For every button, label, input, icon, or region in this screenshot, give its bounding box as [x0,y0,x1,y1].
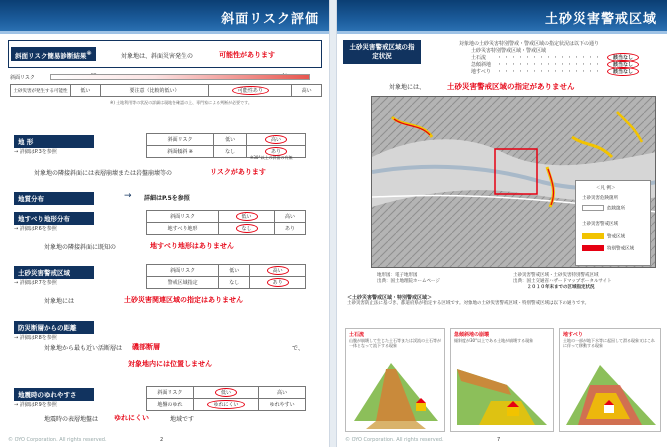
summary-result: 可能性があります [219,51,275,59]
section-label-warning-zone: 土砂災害警戒区域 [14,266,94,279]
section-link-warning-zone[interactable]: → 詳細はP.7を参照 [14,280,57,286]
page-number: 7 [497,437,501,443]
fault-result: 対象地内には位置しません [128,360,212,368]
illustration-steep-slope: 急傾斜地の崩壊 傾斜度が30°以上である土地が崩壊する現象 [450,328,554,432]
warning-zone-result: 土砂災害関連区域の指定はありません [124,296,243,304]
copyright: © OYO Corporation. All rights reserved. [8,437,107,443]
explain-body: 土砂災害防止法に基づき、都道府県が指定する区域です。対象地の土砂災害警戒区域・特別警戒区域は以下の通りです。 [347,301,590,306]
page-number: 2 [160,437,164,443]
section-link-geology[interactable]: 詳細はP.5を参照 [144,195,190,202]
ground-shaking-tail: 地域です [170,416,195,423]
section-link-fault[interactable]: → 詳細はP.8を参照 [14,335,57,341]
table-ground-shaking: 斜面リスク 低い 高い 地盤のゆれ ゆれにくい ゆれやすい [146,386,306,411]
table-topography: 斜面リスク 低い 高い 斜面傾斜 ※ なし あり [146,133,306,158]
page-title: 斜面リスク評価 [221,12,319,27]
source-right-3: ２０１０年末までの区域指定状況 [527,285,595,290]
map-legend: ＜凡 例＞ 土砂災害危険箇所 危険箇所 土砂災害警戒区域 警戒区域 特別警戒区域 [575,180,651,266]
summary-footnote: ※) 土地利用等の状況の詳細は現地を確認の上、専門家による判断が必要です。 [110,100,252,105]
status-value-debris-flow: 該当なし [607,53,639,62]
status-value-steep-slope: 該当なし [607,60,639,69]
section-label-fault: 防災断層からの距離 [14,321,94,334]
status-title: 対象地の土砂災害特別警戒・警戒区域の指定状況は以下の通り [459,41,600,47]
illustration-debris-flow: 土石流 山腹が崩壊して生じた土石等または渓流の土石等が一体となって流下する現象 [345,328,445,432]
explain-title: ＜土砂災害警戒区域・特別警戒区域＞ [347,295,433,301]
source-left-2: 出典：国土地理院ホームページ [377,279,440,284]
section-link-landslide[interactable]: → 詳細はP.6を参照 [14,226,57,232]
page-title-bar [337,0,667,34]
landslide-text: 対象地の隣接斜面に既知の [44,244,117,251]
summary-text: 対象地は、斜面災害発生の [121,53,194,60]
illustration-landslide: 地すべり 土地の一部が地下水等に起因して滑る現象又はこれに伴って移動する現象 [559,328,661,432]
fault-name: 磯部断層 [132,343,160,351]
topography-note: ※30°以上の斜面の有無 [250,155,293,160]
main-text: 対象地には、 [389,84,426,91]
ground-shaking-result: ゆれにくい [114,414,149,422]
section-label-topography: 地 形 [14,135,94,148]
source-left-1: 地形図：電子地形図 [377,273,418,278]
risk-scale-table: 土砂災害が発生する可能性 低い 要注意（比較的低い） 可能性あり 高い [10,84,322,97]
table-landslide: 斜面リスク 低い 高い 地すべり地形 なし あり [146,210,306,235]
status-subtitle: 土砂災害特別警戒区域・警戒区域 [471,48,547,54]
fault-unit: で、 [292,345,304,352]
section-label-landslide: 地すべり地形分布 [14,212,94,225]
report-page-sediment-disaster: 土砂災害警戒区域 土砂災害警戒区域の指定状況 対象地の土砂災害特別警戒・警戒区域の指定状況は以下の通り 土砂災害特別警戒区域・警戒区域 土石流 ・・・・・・・・・・・・・・・ 該当なし 急傾斜地 ・・・・・・・・・・・・・・・ 該当なし 地すべり ・・・・・・・・・・・・・・・ 該当なし 対象地には、 土砂災害警戒区域の指定がありません ＜凡 例＞ 土砂災害危険箇所 危険箇所 土砂災害警戒区域 警戒区域 特別警戒区域 地形図：電子地形図 出典：国土地理院ホームページ 土砂災害警戒区域・土砂災害特別警戒区域 出典：国土交通省ハザードマップポータルサイト ２０１０年末までの区域指定状況 ＜土砂災害警戒区域・特別警戒区域＞ 土砂災害防止法に基づき、都道府県が指定する区域です。対象地の土砂災害警戒区域・特別警戒区域は以下の通りです。 土石流 山腹が崩壊して生じた土石等または渓流の土石等が一体となって流下する現象 急傾斜地の崩壊 傾斜度が30°以上である土地が崩壊する現象 地すべり 土地の一部が地下水等に起因して滑る現象又はこれに伴って移動する現象 © OYO Corporation. All rights reserved. 7 [336,0,667,447]
main-result: 土砂災害警戒区域の指定がありません [447,82,575,91]
page-title: 土砂災害警戒区域 [544,12,657,27]
status-value-landslide: 該当なし [607,67,639,76]
section-label-ground-shaking: 地震時のゆれやすさ [14,388,94,401]
section-link-ground-shaking[interactable]: → 詳細はP.9を参照 [14,402,57,408]
section-link-topography[interactable]: → 詳細はP.3を参照 [14,149,57,155]
status-header-label: 土砂災害警戒区域の指定状況 [343,40,421,64]
summary-box [8,40,322,68]
table-warning-zone: 斜面リスク 低い 高い 警戒区域指定 なし あり [146,264,306,289]
source-right-2: 出典：国土交通省ハザードマップポータルサイト [513,279,612,284]
warning-zone-text: 対象地には [44,298,75,305]
page-title-bar [0,0,329,34]
fault-text: 対象地から最も近い活断層は [44,345,123,352]
report-page-slope-risk [0,0,330,447]
arrow-right-icon: → [124,191,132,201]
ground-shaking-text: 地震時の表層地盤は [44,416,99,423]
source-right-1: 土砂災害警戒区域・土砂災害特別警戒区域 [513,273,599,278]
risk-label: 斜面リスク [10,75,35,81]
section-label-geology: 地質分布 [14,192,94,205]
topography-result: リスクがあります [210,168,266,176]
copyright: © OYO Corporation. All rights reserved. [345,437,444,443]
landslide-result: 地すべり地形はありません [150,242,234,250]
topography-text: 対象地の隣接斜面には表層崩壊または岩盤崩壊等の [34,170,173,177]
risk-gradient-bar [50,74,310,80]
summary-label: 斜面リスク簡易診断結果※ [11,47,96,61]
current-risk-marker: 可能性あり [232,86,269,95]
